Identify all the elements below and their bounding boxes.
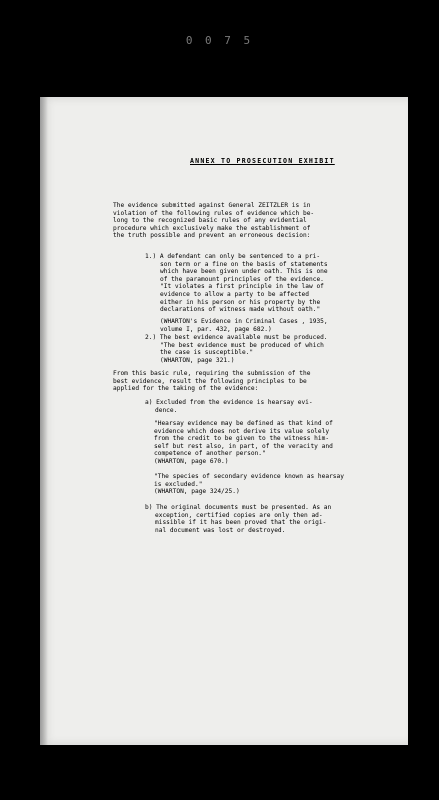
text-line: dence. xyxy=(155,406,178,414)
item-1-citation xyxy=(160,318,328,333)
text-line: "It violates a first principle in the law of xyxy=(160,283,324,291)
text-line: competence of another person." xyxy=(154,450,266,458)
text-line: volume I, par. 432, page 682.) xyxy=(160,325,272,333)
text-line: procedure which exclusively make the establishment of xyxy=(113,224,311,232)
item-1-paragraph xyxy=(145,253,328,314)
text-line: exception, certified copies are only then ad- xyxy=(155,511,323,519)
text-line: the case is susceptible." xyxy=(160,349,254,357)
text-line: "Hearsay evidence may be defined as that kind of xyxy=(154,420,333,427)
text-line: either in his person or his property by the xyxy=(160,298,321,306)
text-line: of the paramount principles of the evidence. xyxy=(160,275,324,283)
text-line: (WHARTON's Evidence in Criminal Cases , 1935, xyxy=(160,318,328,325)
text-line: the truth possible and prevent an erroneous decision: xyxy=(113,232,311,240)
text-line: long to the recognized basic rules of any evidential xyxy=(113,217,307,225)
text-line: evidence to allow a party to be affected xyxy=(160,290,310,298)
intro-paragraph xyxy=(113,202,314,240)
basic-rule-paragraph xyxy=(113,370,310,393)
text-line: self but rest also, in part, of the veracity and xyxy=(154,442,333,450)
text-line: best evidence, result the following principles to be xyxy=(113,377,307,385)
text-line: (WHARTON, page 321.) xyxy=(160,356,235,364)
text-line: which have been given under oath. This is one xyxy=(160,268,328,276)
text-line: b) The original documents must be presented. As an xyxy=(145,504,332,511)
text-line: son term or a fine on the basis of statements xyxy=(160,260,328,268)
hearsay-quote xyxy=(154,420,333,466)
item-2-paragraph xyxy=(145,334,328,364)
frame-number: 0 0 7 5 xyxy=(185,34,254,47)
text-line: declarations of witness made without oath." xyxy=(160,306,321,314)
scan-shadow-edge xyxy=(40,97,48,745)
item-a-heading xyxy=(145,399,313,414)
text-line: is excluded." xyxy=(154,480,203,488)
text-line: evidence which does not derive its value solely xyxy=(154,427,330,435)
text-line: The evidence submitted against General ZEITZLER is in xyxy=(113,202,311,209)
text-line: (WHARTON, page 324/25.) xyxy=(154,488,240,496)
text-line: "The species of secondary evidence known as hearsay xyxy=(154,473,344,480)
text-line: from the credit to be given to the witness him- xyxy=(154,435,330,443)
text-line: missible if it has been proved that the origi- xyxy=(155,519,327,527)
text-line: "The best evidence must be produced of which xyxy=(160,341,324,349)
text-line: applied for the taking of the evidence: xyxy=(113,385,259,393)
document-heading: ANNEX TO PROSECUTION EXHIBIT xyxy=(190,157,335,165)
text-line: a) Excluded from the evidence is hearsay evi- xyxy=(145,399,313,406)
text-line: violation of the following rules of evidence which be- xyxy=(113,209,315,217)
secondary-evidence-quote xyxy=(154,473,344,496)
text-line: nal document was lost or destroyed. xyxy=(155,526,286,534)
text-line: From this basic rule, requiring the submission of the xyxy=(113,370,311,377)
text-line: 1.) A defendant can only be sentenced to a pri- xyxy=(145,253,321,260)
text-line: 2.) The best evidence available must be produced. xyxy=(145,334,328,341)
text-line: (WHARTON, page 670.) xyxy=(154,457,229,465)
item-b-paragraph xyxy=(145,504,331,534)
